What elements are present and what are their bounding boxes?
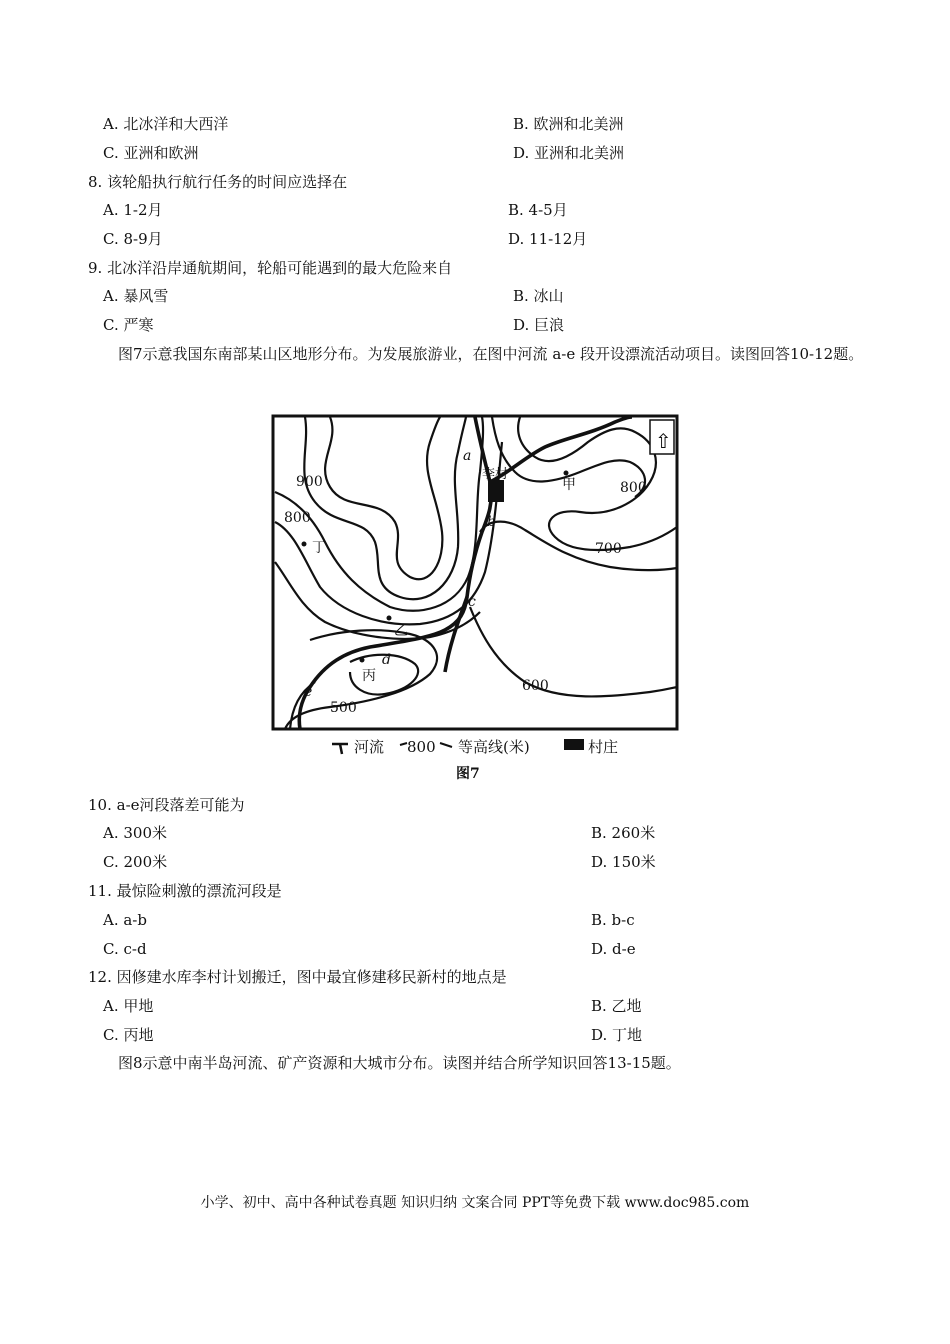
point-jia [564,471,569,476]
q12-option-b: B. 乙地 [591,997,642,1015]
contour-label-600: 600 [522,678,549,694]
topographic-map-figure-7 [270,402,680,787]
q9-option-c: C. 严寒 [103,316,154,334]
map-frame [273,416,677,729]
point-bing [360,658,365,663]
q8-option-b: B. 4-5月 [508,201,568,219]
contour-label-500: 500 [330,700,357,716]
q10-option-c: C. 200米 [103,853,168,871]
point-ding [302,542,307,547]
point-label-b: b [487,514,496,530]
contour-label-800-west: 800 [284,510,311,526]
north-arrow-icon [650,420,674,454]
q11-option-c: C. c-d [103,940,147,958]
map-legend [332,738,618,782]
fig7-intro: 图7示意我国东南部某山区地形分布。为发展旅游业，在图中河流 a-e 段开设漂流活动项目。读图回答10-12题。 [118,345,864,363]
place-label-bing: 丙 [362,668,376,684]
point-label-a: a [463,448,472,464]
place-label-li-village: 李村 [482,467,509,482]
legend-river-icon [332,744,348,754]
q9-option-d: D. 巨浪 [513,316,565,334]
question-8-stem: 8. 该轮船执行航行任务的时间应选择在 [88,173,348,191]
option-a: A. 北冰洋和大西洋 [103,115,229,133]
q10-option-d: D. 150米 [591,853,656,871]
legend-village-label: 村庄 [588,738,619,756]
place-label-jia: 甲 [562,477,576,493]
question-10-stem: 10. a-e河段落差可能为 [88,796,245,814]
contour-label-700: 700 [595,541,622,557]
q10-option-b: B. 260米 [591,824,656,842]
legend-contour-label: 等高线(米) [458,738,530,756]
q11-option-b: B. b-c [591,911,635,929]
q9-option-a: A. 暴风雪 [103,287,169,305]
place-label-ding: 丁 [312,540,326,556]
q11-option-a: A. a-b [103,911,147,929]
contour-label-900: 900 [296,474,323,490]
question-12-stem: 12. 因修建水库李村计划搬迁，图中最宜修建移民新村的地点是 [88,968,507,986]
fig8-intro: 图8示意中南半岛河流、矿产资源和大城市分布。读图并结合所学知识回答13-15题。 [118,1054,681,1072]
point-label-e: e [304,684,313,700]
q8-option-a: A. 1-2月 [103,201,163,219]
village-marker [488,480,504,502]
option-c: C. 亚洲和欧洲 [103,144,199,162]
q8-option-d: D. 11-12月 [508,230,588,248]
q10-option-a: A. 300米 [103,824,167,842]
page-footer: 小学、初中、高中各种试卷真题 知识归纳 文案合同 PPT等免费下载 www.doc985.com [200,1195,750,1211]
question-11-stem: 11. 最惊险刺激的漂流河段是 [88,882,282,900]
option-d: D. 亚洲和北美洲 [513,144,625,162]
contour-label-800-east: 800 [620,480,647,496]
legend-river-label: 河流 [354,738,385,756]
point-yi [387,616,392,621]
place-label-yi: 乙 [394,623,408,639]
point-label-c: c [468,594,476,610]
q12-option-c: C. 丙地 [103,1026,154,1044]
option-b: B. 欧洲和北美洲 [513,115,624,133]
q8-option-c: C. 8-9月 [103,230,163,248]
q12-option-a: A. 甲地 [103,997,154,1015]
q12-option-d: D. 丁地 [591,1026,643,1044]
question-9-stem: 9. 北冰洋沿岸通航期间，轮船可能遇到的最大危险来自 [88,259,453,277]
figure-caption: 图7 [456,766,480,782]
point-label-d: d [382,652,391,668]
north-arrow-glyph: ⇧ [655,429,672,453]
q11-option-d: D. d-e [591,940,636,958]
q9-option-b: B. 冰山 [513,287,564,305]
legend-village-icon [564,739,584,750]
legend-contour-value: 800 [407,738,436,756]
